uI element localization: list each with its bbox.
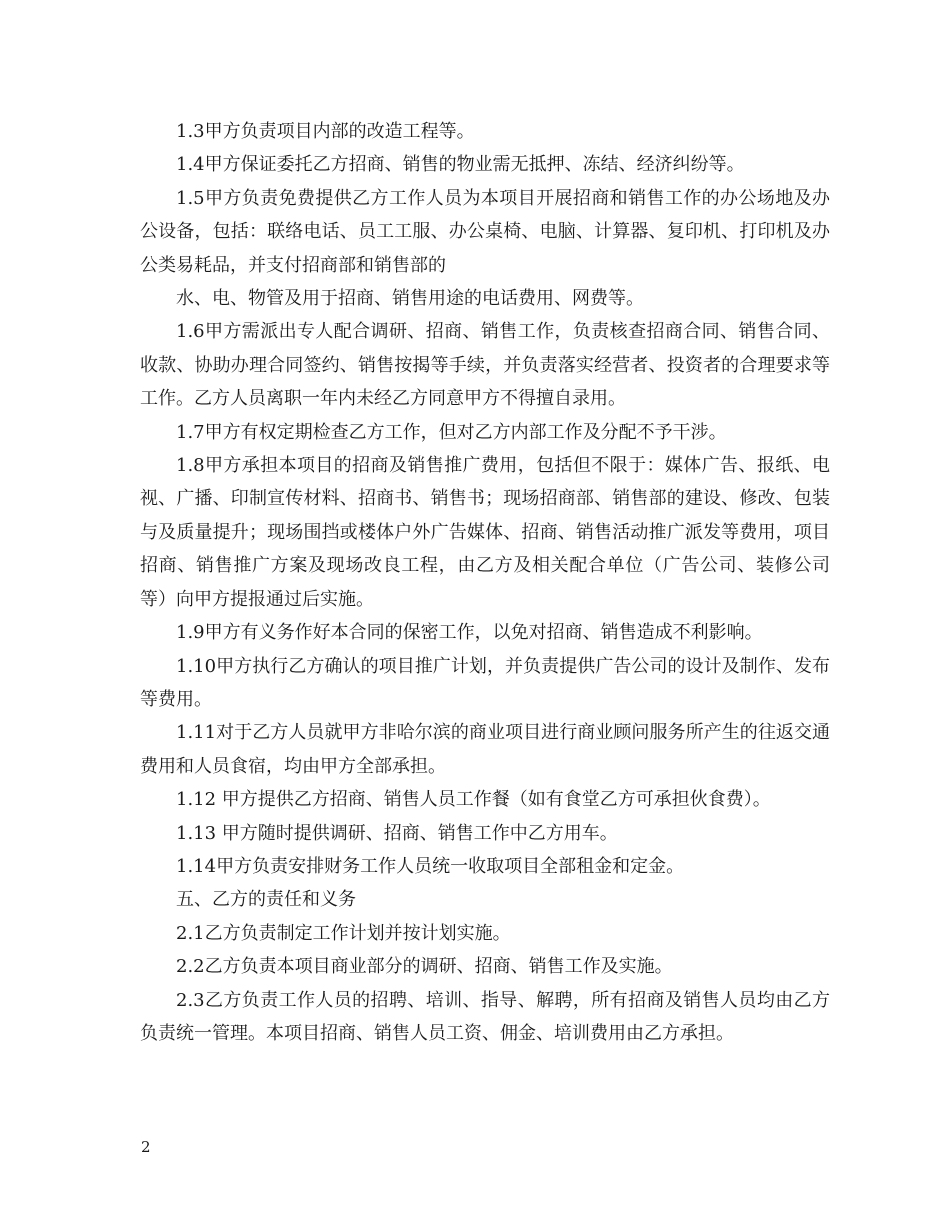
clause-1-5-continued: 水、电、物管及用于招商、销售用途的电话费用、网费等。: [176, 288, 644, 310]
clause-2-2: 2.2乙方负责本项目商业部分的调研、招商、销售工作及实施。: [176, 956, 673, 978]
clause-1-13: 1.13 甲方随时提供调研、招商、销售工作中乙方用车。: [176, 822, 618, 844]
clause-1-6: 1.6甲方需派出专人配合调研、招商、销售工作，负责核查招商合同、销售合同、收款、协助办理合同签约、销售按揭等手续，并负责落实经营者、投资者的合理要求等工作。乙方人员离职一年内未经乙方同意甲方不得擅自录用。: [140, 321, 830, 410]
section-heading-5: 五、乙方的责任和义务: [176, 889, 356, 911]
clause-1-9: 1.9甲方有义务作好本合同的保密工作，以免对招商、销售造成不利影响。: [176, 622, 763, 644]
clause-1-3: 1.3甲方负责项目内部的改造工程等。: [176, 121, 475, 142]
clause-1-12: 1.12 甲方提供乙方招商、销售人员工作餐（如有食堂乙方可承担伙食费）。: [176, 789, 771, 811]
contract-body: [140, 115, 830, 1050]
clause-1-11: 1.11对于乙方人员就甲方非哈尔滨的商业项目进行商业顾问服务所产生的往返交通费用和人员食宿，均由甲方全部承担。: [140, 722, 830, 777]
clause-1-7: 1.7甲方有权定期检查乙方工作，但对乙方内部工作及分配不予干涉。: [176, 421, 727, 443]
clause-1-14: 1.14甲方负责安排财务工作人员统一收取项目全部租金和定金。: [176, 855, 685, 877]
clause-2-1: 2.1乙方负责制定工作计划并按计划实施。: [176, 922, 511, 944]
page-number: 2: [141, 1138, 151, 1156]
clause-1-4: 1.4甲方保证委托乙方招商、销售的物业需无抵押、冻结、经济纠纷等。: [176, 154, 745, 176]
clause-1-5: 1.5甲方负责免费提供乙方工作人员为本项目开展招商和销售工作的办公场地及办公设备，包括：联络电话、员工工服、办公桌椅、电脑、计算器、复印机、打印机及办公类易耗品，并支付招商部和销售部的: [140, 187, 830, 276]
clause-1-10: 1.10甲方执行乙方确认的项目推广计划，并负责提供广告公司的设计及制作、发布等费用。: [140, 655, 830, 710]
clause-2-3: 2.3乙方负责工作人员的招聘、培训、指导、解聘，所有招商及销售人员均由乙方负责统一管理。本项目招商、销售人员工资、佣金、培训费用由乙方承担。: [140, 989, 830, 1044]
clause-1-8: 1.8甲方承担本项目的招商及销售推广费用，包括但不限于：媒体广告、报纸、电视、广播、印制宣传材料、招商书、销售书；现场招商部、销售部的建设、修改、包装与及质量提升；现场围挡或楼体户外广告媒体、招商、销售活动推广派发等费用，项目招商、销售推广方案及现场改良工程，由乙方及相关配合单位（广告公司、装修公司等）向甲方提报通过后实施。: [140, 455, 830, 610]
